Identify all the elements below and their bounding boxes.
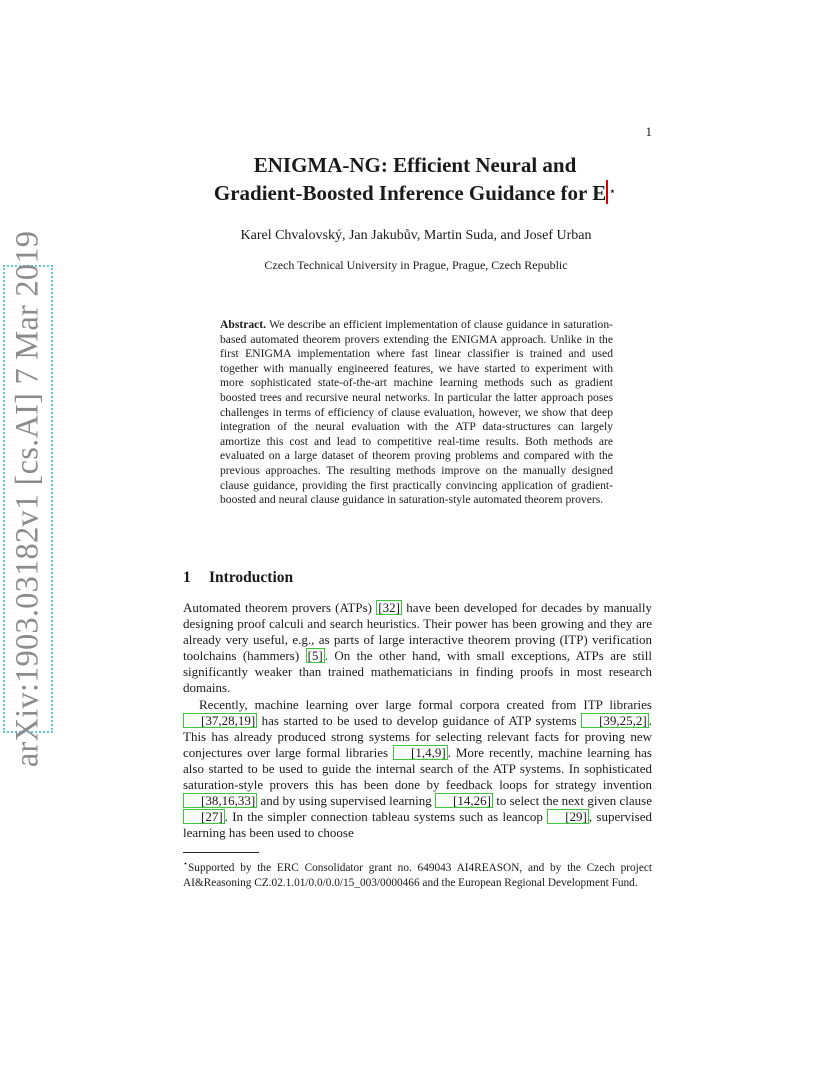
citation-link[interactable]: [39,25,2]: [581, 713, 649, 728]
section-title: Introduction: [209, 569, 294, 586]
paper-title: [140, 151, 690, 207]
footnote: [183, 856, 652, 891]
abstract-text: We describe an efficient implementation of clause guidance in saturation-based automated theorem provers extending the ENIGMA approach. Unlike in the first ENIGMA implementation where fast linear classifier is trained and used together with manually engineered features, we have started to experiment with more sophisticated state-of-the-art machine learning methods such as gradient boosted trees and recursive neural networks. In particular the latter approach poses challenges in terms of efficiency of clause evaluation, however, we show that deep integration of the neural evaluation with the ATP data-structures can largely amortize this cost and lead to competitive real-time results. Both methods are evaluated on a large dataset of theorem proving problems and compared with the previous approaches. The resulting methods improve on the manually designed clause guidance, providing the first practically convincing application of gradient-boosted and neural clause guidance in saturation-style automated theorem provers.: [220, 318, 613, 507]
paragraph-1: Automated theorem provers (ATPs) [32] have been developed for decades by manually designing proof calculi and search heuristics. Their power has been growing and they are already very useful, e.g., as parts of large interactive theorem proving (ITP) verification toolchains (hammers) [5] . On the other hand, with small exceptions, ATPs are still significantly weaker than trained mathematicians in finding proofs in most research domains.: [183, 600, 652, 696]
citation-link[interactable]: [27]: [183, 809, 225, 824]
title-footnote-mark[interactable]: ⋆: [608, 184, 617, 198]
arxiv-identifier-text: arXiv:1903.03182v1 [cs.AI] 7 Mar 2019: [9, 230, 46, 768]
citation-link[interactable]: [14,26]: [435, 793, 493, 808]
citation-link[interactable]: [38,16,33]: [183, 793, 257, 808]
citation-link[interactable]: [37,28,19]: [183, 713, 257, 728]
body-text: [183, 600, 652, 841]
arxiv-identifier-stamp[interactable]: [3, 230, 53, 768]
cursor-mark: [606, 180, 607, 204]
citation-link[interactable]: [1,4,9]: [393, 745, 448, 760]
page-number: 1: [645, 124, 652, 139]
footnote-mark: ⋆: [183, 859, 189, 868]
citation-link[interactable]: [32]: [378, 600, 400, 615]
authors: Karel Chvalovský, Jan Jakubův, Martin Suda, and Josef Urban: [240, 228, 592, 243]
title-line-1: ENIGMA-NG: Efficient Neural and: [253, 153, 577, 177]
section-heading: [183, 569, 653, 587]
affiliation: Czech Technical University in Prague, Prague, Czech Republic: [264, 258, 568, 272]
abstract-label: Abstract.: [220, 318, 267, 331]
footnote-rule: [183, 852, 259, 853]
citation-link[interactable]: [29]: [547, 809, 589, 824]
section-number: 1: [183, 569, 191, 586]
abstract: [220, 318, 613, 508]
footnote-text: Supported by the ERC Consolidator grant no. 649043 AI4REASON, and by the Czech project AI&Reasoning CZ.02.1.01/0.0/0.0/15_003/0000466 and the European Regional Development Fund.: [183, 861, 652, 889]
citation-link[interactable]: [5]: [307, 648, 323, 664]
title-line-2: Gradient-Boosted Inference Guidance for E ⋆: [213, 181, 617, 205]
paragraph-2: Recently, machine learning over large formal corpora created from ITP libraries [37,28,19] has started to be used to develop guidance of ATP systems [39,25,2] . This has already produced strong systems for selecting relevant facts for proving new conjectures over large formal libraries [1,4,9] . More recently, machine learning has also started to be used to guide the internal search of the ATP systems. In sophisticated saturation-style provers this has been done by feedback loops for strategy invention [38,16,33] and by using supervised learning [14,26] to select the next given clause [27] . In the simpler connection tableau systems such as leancop [29] , supervised learning has been used to choose: [183, 696, 652, 841]
